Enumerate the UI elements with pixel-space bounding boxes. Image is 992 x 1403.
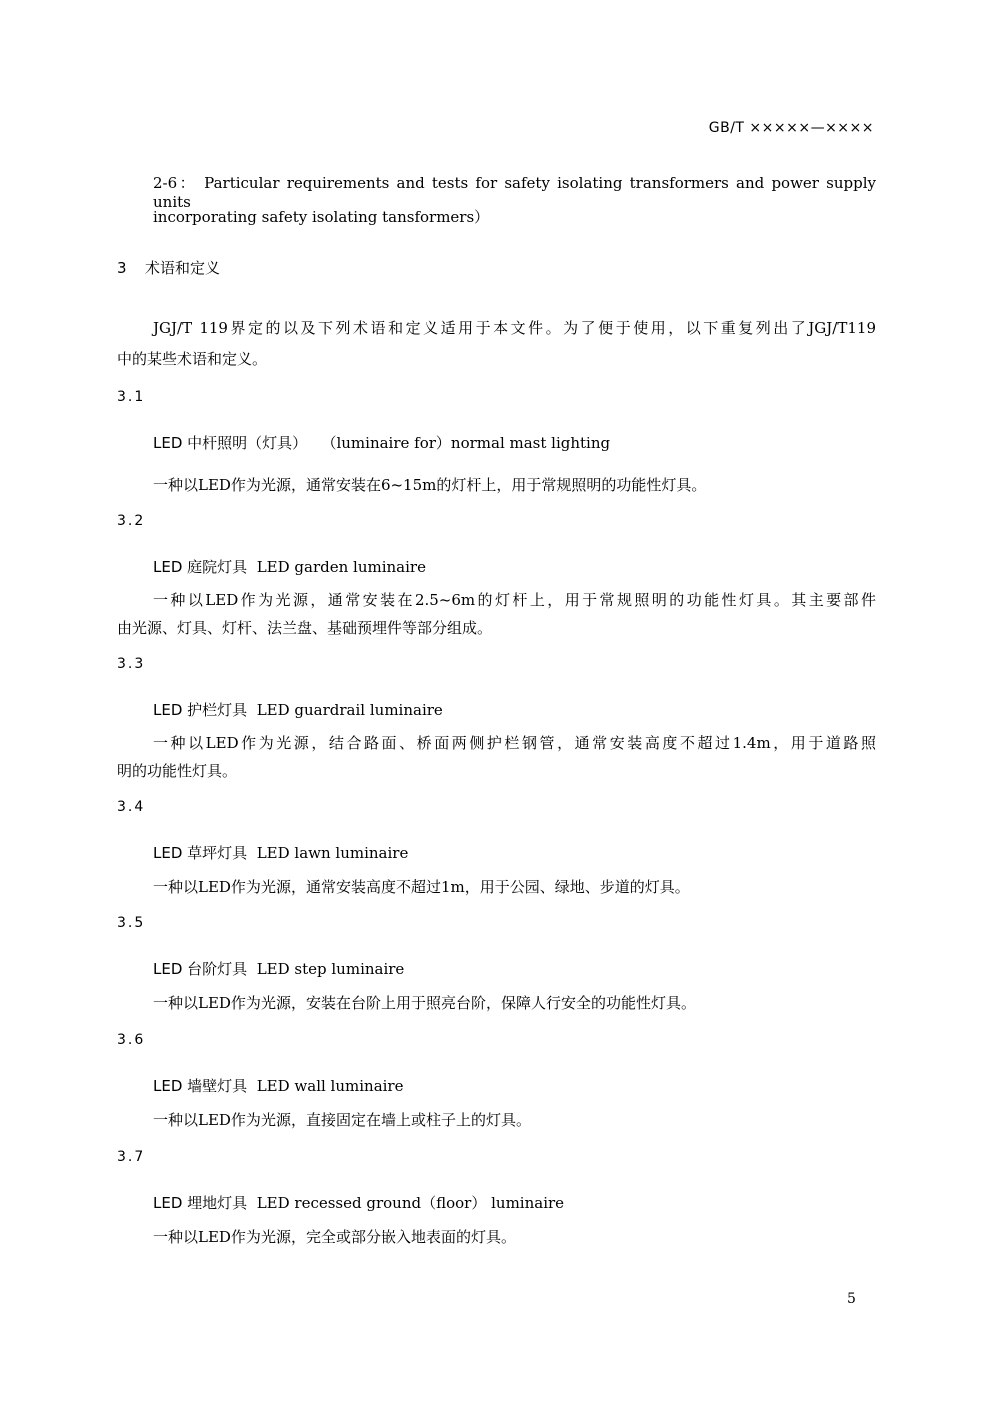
- term-definition-line-1: 一种以LED作为光源，通常安装高度不超过1m，用于公园、绿地、步道的灯具。: [153, 878, 690, 896]
- section-paragraph-line-1: JGJ/T 119界定的以及下列术语和定义适用于本文件。为了便于使用，以下重复列出了JGJ/T119: [153, 319, 876, 337]
- term-heading: [153, 958, 404, 979]
- term-number: 3.2: [117, 513, 146, 529]
- term-chinese: LED 草坪灯具: [153, 844, 248, 862]
- term-english: （luminaire for）normal mast lighting: [321, 434, 611, 452]
- term-number: 3.4: [117, 799, 146, 815]
- term-definition-line-1: 一种以LED作为光源，通常安装在2.5~6m的灯杆上，用于常规照明的功能性灯具。其主要部件: [153, 591, 876, 609]
- term-definition-line-1: 一种以LED作为光源，安装在台阶上用于照亮台阶，保障人行安全的功能性灯具。: [153, 994, 696, 1012]
- intro-line-2: incorporating safety isolating tansformers）: [153, 208, 490, 226]
- term-definition-line-1: 一种以LED作为光源，通常安装在6~15m的灯杆上，用于常规照明的功能性灯具。: [153, 476, 707, 494]
- term-english: LED step luminaire: [256, 960, 405, 978]
- term-definition-line-2: 明的功能性灯具。: [117, 762, 238, 780]
- term-heading: [153, 1192, 564, 1213]
- term-chinese: LED 墙壁灯具: [153, 1077, 248, 1095]
- term-chinese: LED 埋地灯具: [153, 1194, 248, 1212]
- term-chinese: LED 护栏灯具: [153, 701, 248, 719]
- term-number: 3.1: [117, 389, 146, 405]
- intro-line-1: 2-6： Particular requirements and tests for safety isolating transformers and power supply units: [153, 174, 876, 211]
- term-english: LED guardrail luminaire: [256, 701, 443, 719]
- term-heading: [153, 699, 443, 720]
- page-number: 5: [847, 1291, 856, 1307]
- term-heading: [153, 432, 610, 453]
- term-number: 3.6: [117, 1032, 146, 1048]
- term-chinese: LED 中杆照明（灯具）: [153, 434, 308, 452]
- term-english: LED wall luminaire: [256, 1077, 404, 1095]
- term-number: 3.7: [117, 1149, 146, 1165]
- section-number: 3: [117, 259, 127, 277]
- term-definition-line-1: 一种以LED作为光源，结合路面、桥面两侧护栏钢管，通常安装高度不超过1.4m，用于道路照: [153, 734, 876, 752]
- section-title: 术语和定义: [145, 259, 221, 277]
- term-english: LED garden luminaire: [256, 558, 426, 576]
- term-english: LED lawn luminaire: [256, 844, 409, 862]
- term-heading: [153, 556, 426, 577]
- term-heading: [153, 1075, 403, 1096]
- term-number: 3.5: [117, 915, 146, 931]
- term-number: 3.3: [117, 656, 146, 672]
- section-heading: [117, 257, 220, 278]
- term-definition-line-2: 由光源、灯具、灯杆、法兰盘、基础预埋件等部分组成。: [117, 619, 493, 637]
- term-chinese: LED 庭院灯具: [153, 558, 248, 576]
- term-heading: [153, 842, 408, 863]
- term-definition-line-1: 一种以LED作为光源，完全或部分嵌入地表面的灯具。: [153, 1228, 516, 1246]
- document-code: GB/T ×××××—××××: [708, 120, 874, 136]
- term-chinese: LED 台阶灯具: [153, 960, 248, 978]
- term-english: LED recessed ground（floor） luminaire: [256, 1194, 565, 1212]
- section-paragraph-line-2: 中的某些术语和定义。: [117, 350, 268, 368]
- term-definition-line-1: 一种以LED作为光源，直接固定在墙上或柱子上的灯具。: [153, 1111, 531, 1129]
